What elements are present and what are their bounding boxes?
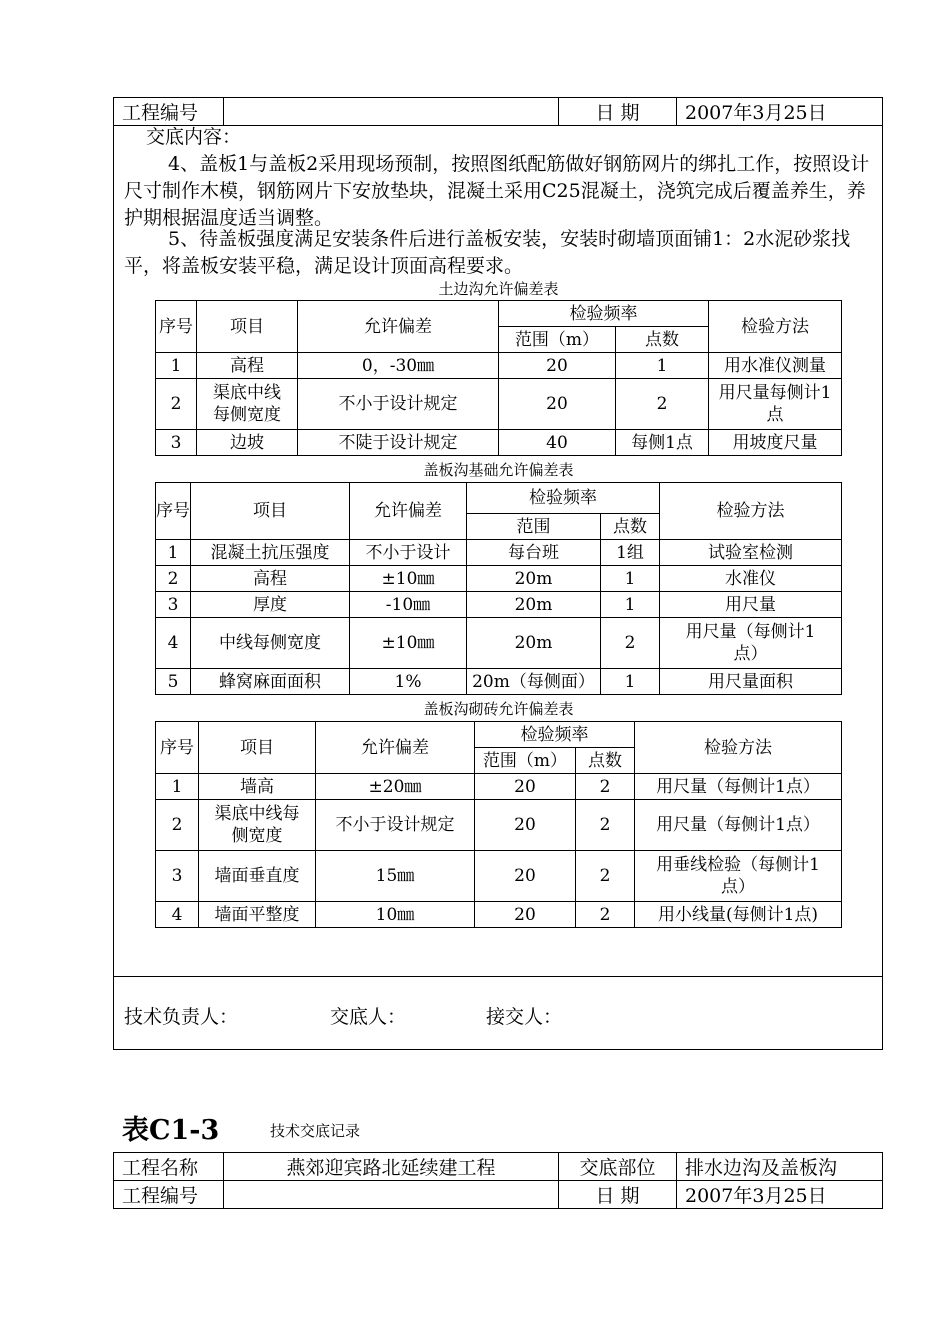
table2-cell-points: 1	[601, 592, 660, 618]
table3-cell-no: 3	[156, 851, 199, 902]
table3-h-tol: 允许偏差	[316, 722, 475, 774]
table-row	[156, 379, 842, 430]
receiver-label: 接交人：	[486, 1006, 563, 1028]
table3-cell-range: 20	[475, 774, 576, 800]
table1-cell-range: 40	[499, 430, 616, 456]
table2-cell-no: 1	[156, 540, 191, 566]
project-name-label: 工程名称	[114, 1153, 224, 1181]
bottom-header-table	[113, 1152, 883, 1209]
table2-cell-method: 用尺量	[660, 592, 842, 618]
table1-h-freq: 检验频率	[499, 301, 709, 327]
table3-cell-points: 2	[576, 774, 635, 800]
table2-cell-tol: ±10㎜	[350, 618, 467, 669]
table2-h-no: 序号	[156, 483, 191, 540]
table1-cell-tol: 0，-30㎜	[298, 353, 499, 379]
table1-cell-method: 用水准仪测量	[709, 353, 842, 379]
table1-cell-no: 1	[156, 353, 197, 379]
table1-h-item: 项目	[197, 301, 298, 353]
table2-cell-points: 2	[601, 618, 660, 669]
table3-cell-tol: 15㎜	[316, 851, 475, 902]
table2-cell-item: 高程	[191, 566, 350, 592]
table3-h-item: 项目	[199, 722, 316, 774]
table2-cell-points: 1组	[601, 540, 660, 566]
table2-h-item: 项目	[191, 483, 350, 540]
date-value: 2007年3月25日	[677, 1181, 883, 1209]
table3-cell-method: 用尺量（每侧计1点）	[635, 800, 842, 851]
table1-caption: 土边沟允许偏差表	[438, 280, 559, 298]
table3-cell-no: 4	[156, 902, 199, 928]
form-code: 表C1-3	[122, 1115, 220, 1146]
content-heading: 交底内容：	[146, 126, 242, 148]
table-row	[156, 566, 842, 592]
table1-cell-no: 2	[156, 379, 197, 430]
table1-cell-points: 1	[616, 353, 709, 379]
table2-cell-no: 4	[156, 618, 191, 669]
table-row	[156, 800, 842, 851]
table2-cell-item: 混凝土抗压强度	[191, 540, 350, 566]
table-row	[156, 592, 842, 618]
paragraph-5: 5、待盖板强度满足安装条件后进行盖板安装，安装时砌墙顶面铺1：2水泥砂浆找平，将盖板安装平稳，满足设计顶面高程要求。	[124, 228, 851, 277]
form-name: 技术交底记录	[270, 1122, 361, 1140]
table1-cell-points: 2	[616, 379, 709, 430]
table2-cell-method: 试验室检测	[660, 540, 842, 566]
table2-h-freq: 检验频率	[467, 483, 660, 514]
table-row	[156, 618, 842, 669]
table2-cell-no: 2	[156, 566, 191, 592]
table2-cell-range: 20m	[467, 566, 601, 592]
table3-cell-method: 用小线量(每侧计1点)	[635, 902, 842, 928]
table2-cell-method: 水准仪	[660, 566, 842, 592]
project-no-label: 工程编号	[114, 98, 224, 126]
table3-h-no: 序号	[156, 722, 199, 774]
table3-cell-range: 20	[475, 902, 576, 928]
date-label: 日 期	[559, 98, 677, 126]
presenter-label: 交底人：	[330, 1006, 407, 1028]
table2-cell-no: 3	[156, 592, 191, 618]
table3-cell-item: 墙面垂直度	[199, 851, 316, 902]
table3-h-points: 点数	[576, 748, 635, 774]
paragraph-4: 4、盖板1与盖板2采用现场预制，按照图纸配筋做好钢筋网片的绑扎工作，按照设计尺寸制作木模，钢筋网片下安放垫块，混凝土采用C25混凝土，浇筑完成后覆盖养生，养护期根据温度适当调整。	[124, 153, 870, 229]
table2-cell-range: 20m	[467, 618, 601, 669]
table2-cell-range: 每台班	[467, 540, 601, 566]
table3-cell-points: 2	[576, 851, 635, 902]
table1	[155, 300, 842, 456]
table1-h-tol: 允许偏差	[298, 301, 499, 353]
table1-cell-item: 高程	[197, 353, 298, 379]
table2-cell-range: 20m	[467, 592, 601, 618]
table-row	[156, 774, 842, 800]
table3-h-method: 检验方法	[635, 722, 842, 774]
table3-cell-tol: ±20㎜	[316, 774, 475, 800]
table3-cell-no: 1	[156, 774, 199, 800]
table1-cell-item: 边坡	[197, 430, 298, 456]
table3-cell-range: 20	[475, 851, 576, 902]
table2-cell-item: 厚度	[191, 592, 350, 618]
table3-cell-item: 墙面平整度	[199, 902, 316, 928]
table1-cell-range: 20	[499, 379, 616, 430]
table1-h-points: 点数	[616, 327, 709, 353]
table-row	[156, 353, 842, 379]
table2-cell-item: 蜂窝麻面面积	[191, 669, 350, 695]
table-row	[156, 851, 842, 902]
table3	[155, 721, 842, 928]
table2-cell-method: 用尺量面积	[660, 669, 842, 695]
table1-cell-points: 每侧1点	[616, 430, 709, 456]
table3-h-range: 范围（m）	[475, 748, 576, 774]
table3-cell-tol: 10㎜	[316, 902, 475, 928]
table1-cell-method: 用尺量每侧计1点	[709, 379, 842, 430]
table2-cell-item: 中线每侧宽度	[191, 618, 350, 669]
table2-cell-method: 用尺量（每侧计1点）	[660, 618, 842, 669]
table3-cell-item: 渠底中线每侧宽度	[199, 800, 316, 851]
table-row	[156, 902, 842, 928]
date-label: 日 期	[559, 1181, 677, 1209]
table3-cell-method: 用尺量（每侧计1点）	[635, 774, 842, 800]
table-row	[156, 540, 842, 566]
table2	[155, 482, 842, 695]
table1-cell-range: 20	[499, 353, 616, 379]
table1-h-method: 检验方法	[709, 301, 842, 353]
part-value: 排水边沟及盖板沟	[677, 1153, 883, 1181]
table2-cell-no: 5	[156, 669, 191, 695]
table1-cell-tol: 不陡于设计规定	[298, 430, 499, 456]
table2-h-range: 范围	[467, 514, 601, 540]
table2-h-tol: 允许偏差	[350, 483, 467, 540]
table3-h-freq: 检验频率	[475, 722, 635, 748]
table3-cell-tol: 不小于设计规定	[316, 800, 475, 851]
table-row	[156, 430, 842, 456]
table2-h-points: 点数	[601, 514, 660, 540]
table2-cell-points: 1	[601, 566, 660, 592]
table1-cell-item: 渠底中线每侧宽度	[197, 379, 298, 430]
table1-cell-tol: 不小于设计规定	[298, 379, 499, 430]
table2-cell-tol: ±10㎜	[350, 566, 467, 592]
table-row	[156, 669, 842, 695]
date-value: 2007年3月25日	[677, 98, 883, 126]
table1-h-range: 范围（m）	[499, 327, 616, 353]
table2-cell-range: 20m（每侧面）	[467, 669, 601, 695]
table3-caption: 盖板沟砌砖允许偏差表	[423, 700, 574, 718]
project-name-value: 燕郊迎宾路北延续建工程	[224, 1153, 559, 1181]
table3-cell-points: 2	[576, 902, 635, 928]
table3-cell-method: 用垂线检验（每侧计1点）	[635, 851, 842, 902]
table2-caption: 盖板沟基础允许偏差表	[423, 461, 574, 479]
table1-cell-no: 3	[156, 430, 197, 456]
project-no-label: 工程编号	[114, 1181, 224, 1209]
table3-cell-range: 20	[475, 800, 576, 851]
table2-cell-tol: 不小于设计	[350, 540, 467, 566]
table3-cell-no: 2	[156, 800, 199, 851]
table3-cell-item: 墙高	[199, 774, 316, 800]
table2-cell-tol: -10㎜	[350, 592, 467, 618]
table2-h-method: 检验方法	[660, 483, 842, 540]
project-no-value	[224, 1181, 559, 1209]
signature-divider	[113, 976, 883, 977]
table3-cell-points: 2	[576, 800, 635, 851]
table2-cell-tol: 1%	[350, 669, 467, 695]
table2-cell-points: 1	[601, 669, 660, 695]
part-label: 交底部位	[559, 1153, 677, 1181]
tech-lead-label: 技术负责人：	[124, 1006, 239, 1028]
table1-cell-method: 用坡度尺量	[709, 430, 842, 456]
table1-h-no: 序号	[156, 301, 197, 353]
